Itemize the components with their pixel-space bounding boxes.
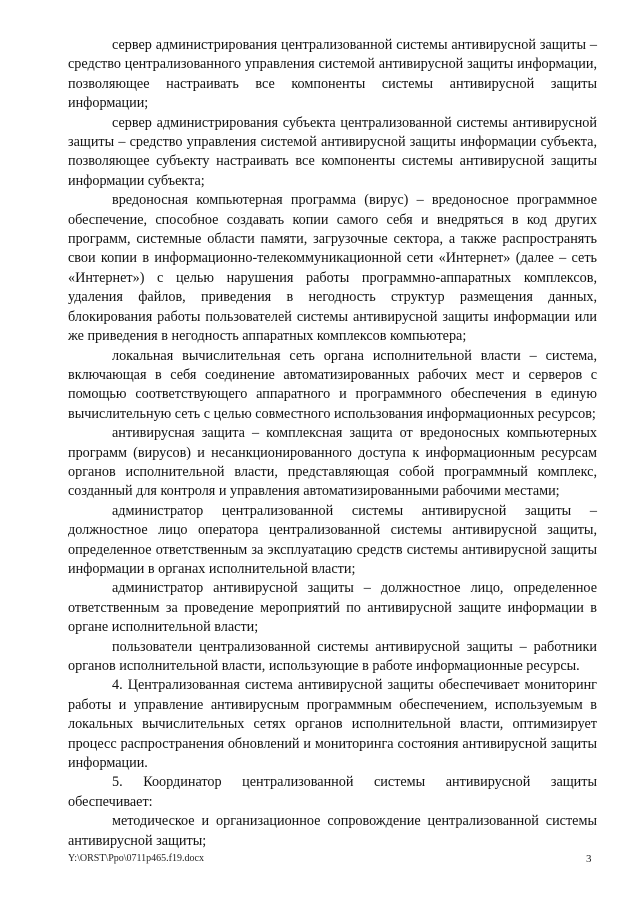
paragraph-definition-antivirus-admin: администратор антивирусной защиты – должностное лицо, определенное ответственным за проведение мероприятий по антивирусной защите информации в органе исполнительной власти; (68, 580, 597, 636)
paragraph-definition-antivirus-protection: антивирусная защита – комплексная защита от вредоносных компьютерных программ (вирусов) и несанкционированного доступа к информационным ресурсам органов исполнительной власти, представляющая собой программный комплекс, созданный для контроля и управления автоматизированными рабочими местами; (68, 425, 597, 500)
document-body (68, 36, 597, 851)
paragraph-definition-malware: вредоносная компьютерная программа (вирус) – вредоносное программное обеспечение, способное создавать копии самого себя и внедряться в код других программ, системные области памяти, загрузочные сектора, а также распространять свои копии в информационно-телекоммуникационной сети «Интернет» (далее – сеть «Интернет») с целью нарушения работы программно-аппаратных комплексов, удаления файлов, приведения в негодность структур размещения данных, блокирования работы пользователей системы антивирусной защиты информации или же приведения в негодность аппаратных комплексов компьютера; (68, 192, 597, 345)
paragraph-definition-subject-admin-server: сервер администрирования субъекта централизованной системы антивирусной защиты – средство управления системой антивирусной защиты информации субъекта, позволяющее субъекту настраивать все компоненты системы антивирусной защиты информации субъекта; (68, 114, 597, 189)
paragraph-definition-users: пользователи централизованной системы антивирусной защиты – работники органов исполнительной власти, использующие в работе информационные ресурсы. (68, 638, 597, 674)
paragraph-clause-4: 4. Централизованная система антивирусной защиты обеспечивает мониторинг работы и управление антивирусным программным обеспечением, используемым в локальных вычислительных сетях органов исполнительной власти, оптимизирует процесс распространения обновлений и мониторинга состояния антивирусной защиты информации. (68, 677, 597, 772)
paragraph-definition-local-network: локальная вычислительная сеть органа исполнительной власти – система, включающая в себя соединение автоматизированных рабочих мест и серверов с помощью соответствующего аппаратного и программного обеспечения в единую вычислительную сеть с целью совместного использования информационных ресурсов; (68, 347, 597, 422)
paragraph-definition-central-admin: администратор централизованной системы антивирусной защиты – должностное лицо оператора централизованной системы антивирусной защиты, определенное ответственным за эксплуатацию средств системы антивирусной защиты информации в органах исполнительной власти; (68, 502, 597, 577)
footer-page-number: 3 (586, 853, 592, 865)
paragraph-clause-5: 5. Координатор централизованной системы антивирусной защиты обеспечивает: (68, 774, 597, 810)
paragraph-definition-admin-server: сервер администрирования централизованной системы антивирусной защиты – средство централизованного управления системой антивирусной защиты информации, позволяющее настраивать все компоненты системы антивирусной защиты информации; (68, 37, 597, 112)
paragraph-clause-5-item: методическое и организационное сопровождение централизованной системы антивирусной защиты; (68, 813, 597, 849)
footer-file-path: Y:\ORST\Ppo\0711p465.f19.docx (68, 853, 204, 864)
